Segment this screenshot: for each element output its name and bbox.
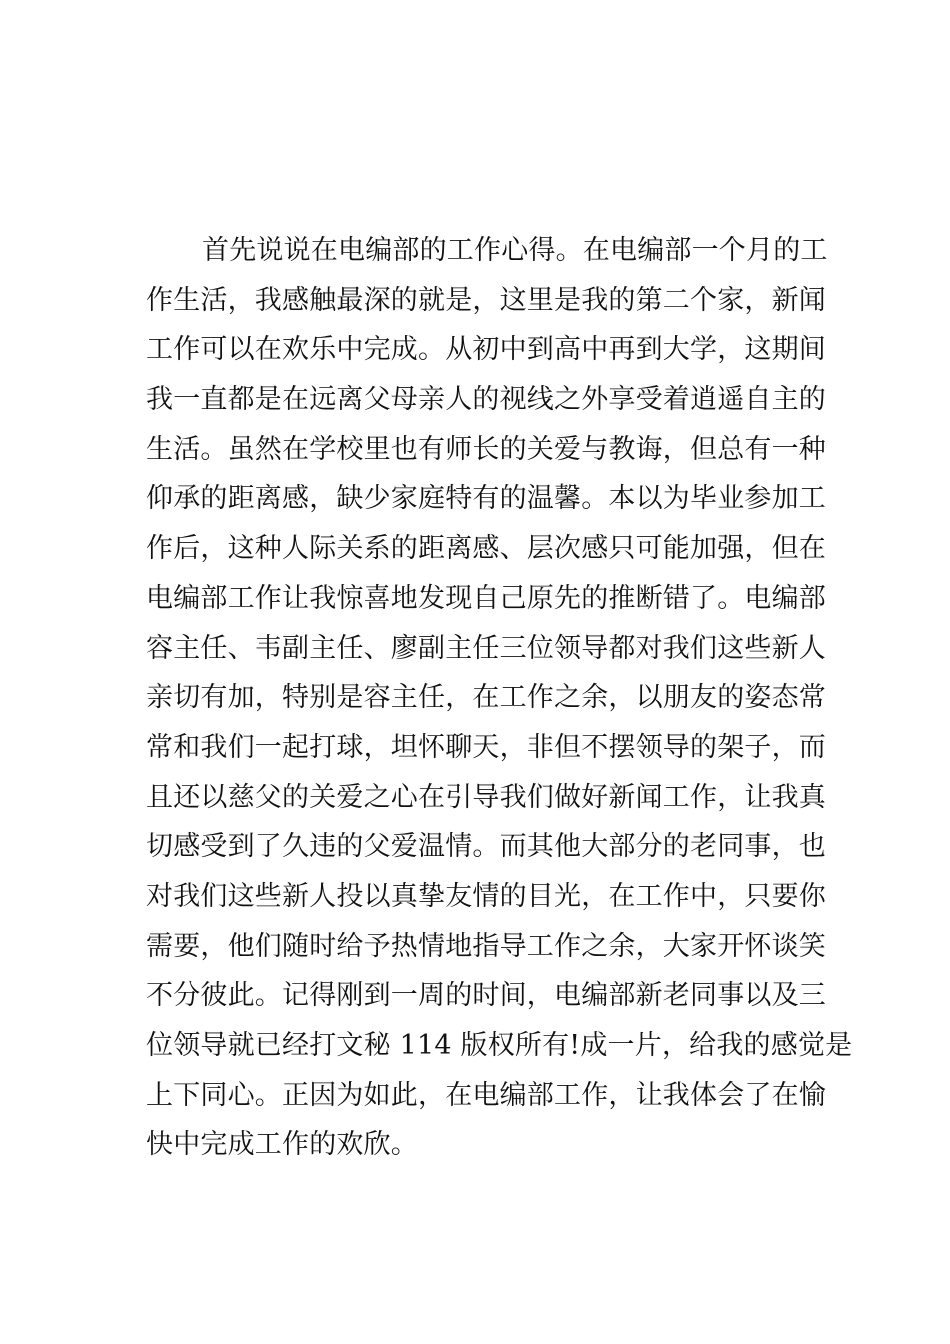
- paragraph-line: 仰承的距离感，缺少家庭特有的温馨。本以为毕业参加工: [146, 483, 826, 515]
- paragraph-line: 位领导就已经打文秘 114 版权所有!成一片，给我的感觉是: [146, 1030, 853, 1061]
- paragraph-line: 快中完成工作的欢欣。: [146, 1129, 418, 1161]
- paragraph-line: 且还以慈父的关爱之心在引导我们做好新闻工作，让我真: [146, 781, 826, 813]
- paragraph-line: 生活。虽然在学校里也有师长的关爱与教诲，但总有一种: [146, 433, 826, 465]
- paragraph-line: 工作可以在欢乐中完成。从初中到高中再到大学，这期间: [146, 334, 826, 366]
- paragraph-line: 常和我们一起打球，坦怀聊天，非但不摆领导的架子，而: [146, 731, 826, 763]
- paragraph-line: 容主任、韦副主任、廖副主任三位领导都对我们这些新人: [146, 632, 826, 664]
- paragraph-line: 切感受到了久违的父爱温情。而其他大部分的老同事，也: [146, 831, 826, 863]
- body-paragraph: [146, 226, 853, 1170]
- paragraph-line: 上下同心。正因为如此，在电编部工作，让我体会了在愉: [146, 1079, 826, 1111]
- paragraph-line: 作后，这种人际关系的距离感、层次感只可能加强，但在: [146, 533, 826, 565]
- paragraph-line: 作生活，我感触最深的就是，这里是我的第二个家，新闻: [146, 284, 826, 316]
- paragraph-line: 对我们这些新人投以真挚友情的目光，在工作中，只要你: [146, 880, 826, 912]
- paragraph-line: 不分彼此。记得刚到一周的时间，电编部新老同事以及三: [146, 980, 826, 1012]
- paragraph-line: 我一直都是在远离父母亲人的视线之外享受着逍遥自主的: [146, 384, 826, 416]
- paragraph-line: 电编部工作让我惊喜地发现自己原先的推断错了。电编部: [146, 582, 826, 614]
- paragraph-line: 需要，他们随时给予热情地指导工作之余，大家开怀谈笑: [146, 930, 826, 962]
- paragraph-line: 首先说说在电编部的工作心得。在电编部一个月的工: [202, 235, 828, 266]
- paragraph-line: 亲切有加，特别是容主任，在工作之余，以朋友的姿态常: [146, 682, 826, 714]
